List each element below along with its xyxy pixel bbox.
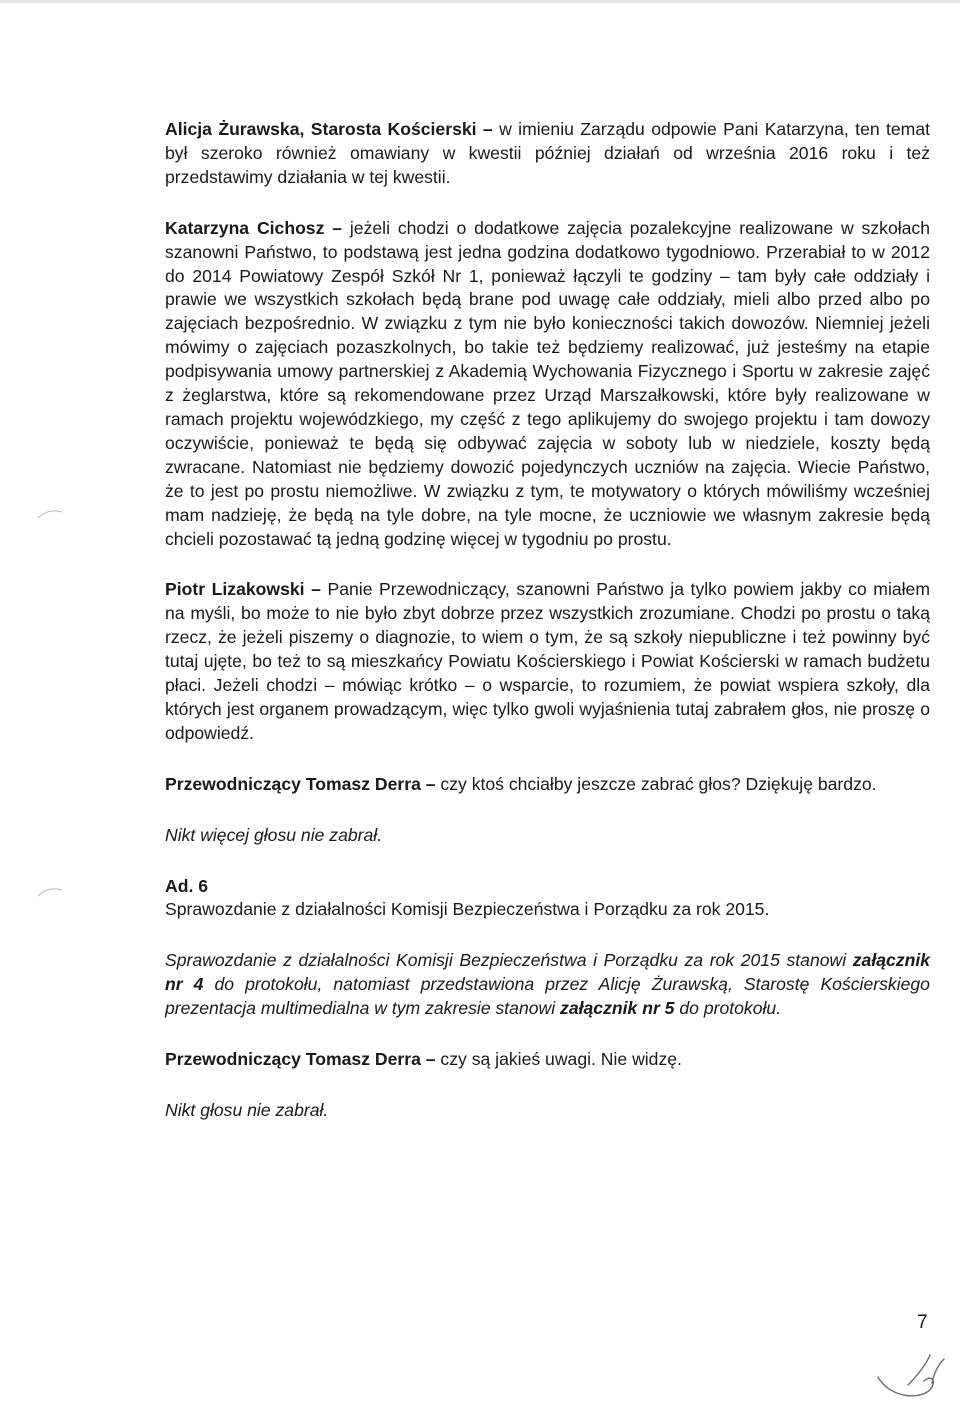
paragraph-lizakowski: Piotr Lizakowski – Panie Przewodniczący, szanowni Państwo ja tylko powiem jakby co miałem na myśli, bo może to nie było zbyt dobrze przez wszystkich zrozumiane. Chodzi po prostu o taką rzecz, że jeżeli piszemy o diagnozie, to wiem o tym, że są szkoły niepubliczne i też powinny być tutaj ujęte, bo też to są mieszkańcy Powiatu Kościerskiego i Powiat Kościerski w ramach budżetu płaci. Jeżeli chodzi – mówiąc krótko – o wsparcie, to rozumiem, że powiat wspiera szkoły, dla których jest organem prowadzącym, więc tylko gwoli wyjaśnienia tutaj zabrałem głos, nie proszę o odpowiedź.	[165, 579, 930, 743]
margin-mark	[36, 884, 66, 900]
paragraph-derra: Przewodniczący Tomasz Derra – czy ktoś chciałby jeszcze zabrać głos? Dziękuję bardzo.	[165, 773, 877, 794]
speaker-name: Piotr Lizakowski	[165, 579, 305, 600]
page-number: 7	[917, 1312, 928, 1333]
paragraph-cichosz: Katarzyna Cichosz – jeżeli chodzi o dodatkowe zajęcia pozalekcyjne realizowane w szkołach szanowni Państwo, to podstawą jest jedna godzina dodatkowo tygodniowo. Przerabiał to w 2012 do 2014 Powiatowy Zespół Szkół Nr 1, ponieważ łączyli te godziny – tam były całe oddziały i prawie we wszystkich szkołach będą brane pod uwagę całe oddziały, mieli albo przed albo po zajęciach bezpośrednio. W związku z tym nie było konieczności takich dowozów. Niemniej jeżeli mówimy o zajęciach pozaszkolnych, bo takie też będziemy realizować, już jesteśmy na etapie podpisywania umowy partnerskiej z Akademią Wychowania Fizycznego i Sportu w zakresie zajęć z żeglarstwa, które są rekomendowane przez Urząd Marszałkowski, które były realizowane w ramach projektu wojewódzkiego, my część z tego aplikujemy do swojego projektu i tam dowozy oczywiście, ponieważ te będą się odbywać zajęcia w soboty lub w niedziele, koszty będą zwracane. Natomiast nie będziemy dowozić pojedynczych uczniów na zajęcia. Wiecie Państwo, że to jest po prostu niemożliwe. W związku z tym, te motywatory o których mówiliśmy wcześniej mam nadzieję, że będą na tyle dobre, na tyle mocne, że uczniowie we własnym zakresie będą chcieli pozostawać tą jedną godzinę więcej w tygodniu po prostu.	[165, 217, 931, 549]
paragraph-derra-closing: Przewodniczący Tomasz Derra – czy są jakieś uwagi. Nie widzę.	[165, 1049, 682, 1070]
note-no-speakers: Nikt więcej głosu nie zabrał.	[165, 824, 383, 845]
paragraph-text: w imieniu Zarządu odpowie Pani Katarzyna, ten temat był szeroko również omawiany w kwestii później działań od września 2016 roku i też przedstawimy działania w tej kwestii.	[165, 119, 931, 187]
margin-mark	[36, 506, 66, 522]
signature-initials	[872, 1325, 952, 1415]
scan-top-edge	[0, 0, 960, 3]
attachment-note: Sprawozdanie z działalności Komisji Bezpieczeństwa i Porządku za rok 2015 stanowi załącznik nr 4 do protokołu, natomiast przedstawiona przez Alicję Żurawską, Starostę Kościerskiego prezentacja multimedialna w tym zakresie stanowi załącznik nr 5 do protokołu.	[165, 950, 930, 1019]
attachment-5: załącznik nr 5	[560, 998, 675, 1019]
paragraph-text: czy ktoś chciałby jeszcze zabrać głos? Dziękuję bardzo.	[440, 773, 877, 794]
agenda-heading: Ad. 6	[165, 875, 209, 896]
paragraph-text: czy są jakieś uwagi. Nie widzę.	[440, 1049, 682, 1070]
speaker-name: Przewodniczący Tomasz Derra	[165, 773, 421, 794]
speaker-name: Przewodniczący Tomasz Derra	[165, 1049, 421, 1070]
paragraph-zurawska: Alicja Żurawska, Starosta Kościerski – w imieniu Zarządu odpowie Pani Katarzyna, ten temat był szeroko również omawiany w kwestii później działań od września 2016 roku i też przedstawimy działania w tej kwestii.	[165, 119, 931, 187]
speaker-name: Alicja Żurawska, Starosta Kościerski	[165, 119, 477, 139]
document-body	[165, 118, 930, 1150]
agenda-title: Sprawozdanie z działalności Komisji Bezpieczeństwa i Porządku za rok 2015.	[165, 899, 770, 920]
note-no-comments: Nikt głosu nie zabrał.	[165, 1100, 329, 1120]
attachment-4: załącznik nr 4	[165, 950, 930, 995]
paragraph-text: jeżeli chodzi o dodatkowe zajęcia pozalekcyjne realizowane w szkołach szanowni Państwo, to podstawą jest jedna godzina dodatkowo tygodniowo. Przerabiał to w 2012 do 2014 Powiatowy Zespół Szkół Nr 1, ponieważ łączyli te godziny – tam były całe oddziały i prawie we wszystkich szkołach będą brane pod uwagę całe oddziały, mieli albo przed albo po zajęciach bezpośrednio. W związku z tym nie było konieczności takich dowozów. Niemniej jeżeli mówimy o zajęciach pozaszkolnych, bo takie też będziemy realizować, już jesteśmy na etapie podpisywania umowy partnerskiej z Akademią Wychowania Fizycznego i Sportu w zakresie zajęć z żeglarstwa, które są rekomendowane przez Urząd Marszałkowski, które były realizowane w ramach projektu wojewódzkiego, my część z tego aplikujemy do swojego projektu i tam dowozy oczywiście, ponieważ te będą się odbywać zajęcia w soboty lub w niedziele, koszty będą zwracane. Natomiast nie będziemy dowozić pojedynczych uczniów na zajęcia. Wiecie Państwo, że to jest po prostu niemożliwe. W związku z tym, te motywatory o których mówiliśmy wcześniej mam nadzieję, że będą na tyle dobre, na tyle mocne, że uczniowie we własnym zakresie będą chcieli pozostawać tą jedną godzinę więcej w tygodniu po prostu.	[165, 217, 931, 549]
agenda-item	[165, 875, 930, 923]
speaker-name: Katarzyna Cichosz	[165, 217, 325, 238]
paragraph-text: Panie Przewodniczący, szanowni Państwo ja tylko powiem jakby co miałem na myśli, bo może to nie było zbyt dobrze przez wszystkich zrozumiane. Chodzi po prostu o taką rzecz, że jeżeli piszemy o diagnozie, to wiem o tym, że są szkoły niepubliczne i też powinny być tutaj ujęte, bo też to są mieszkańcy Powiatu Kościerskiego i Powiat Kościerski w ramach budżetu płaci. Jeżeli chodzi – mówiąc krótko – o wsparcie, to rozumiem, że powiat wspiera szkoły, dla których jest organem prowadzącym, więc tylko gwoli wyjaśnienia tutaj zabrałem głos, nie proszę o odpowiedź.	[165, 579, 930, 743]
